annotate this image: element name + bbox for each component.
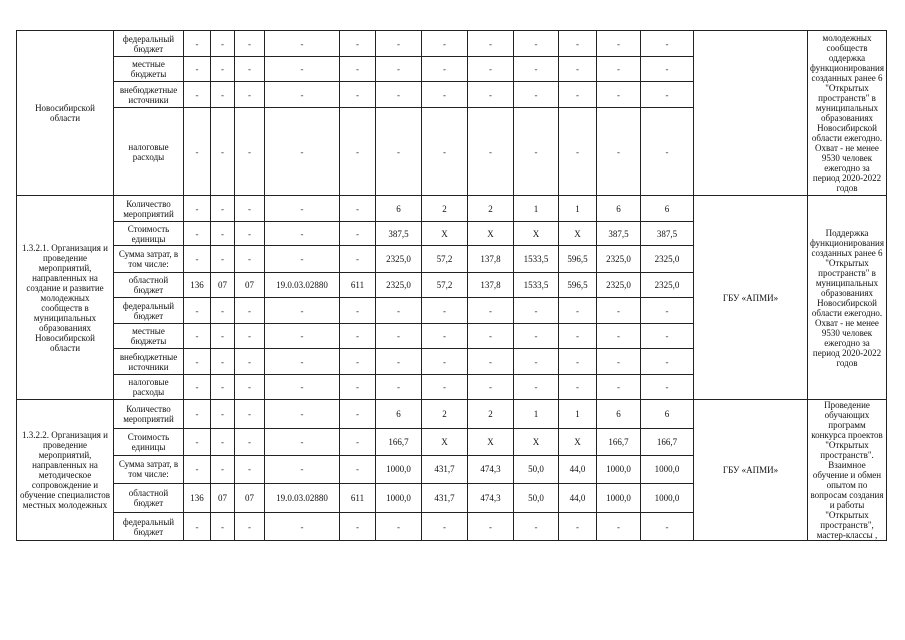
data-cell: - [211, 375, 235, 400]
data-cell: 50,0 [514, 484, 559, 513]
data-cell: - [559, 513, 597, 541]
row-label: Сумма затрат, в том числе: [114, 246, 184, 273]
data-cell: 431,7 [422, 484, 468, 513]
data-cell: - [422, 349, 468, 375]
executor-cell [694, 31, 808, 196]
data-cell: - [340, 222, 376, 246]
result-cell: Поддержка функционирования созданных ранее 6 "Открытых пространств" в муниципальных образованиях Новосибирской области ежегодно. Охват - не менее 9530 человек ежегодно за период 2020-2022 годов [808, 196, 887, 400]
data-cell: 137,8 [468, 246, 514, 273]
data-cell: - [376, 324, 422, 349]
row-label: Количество мероприятий [114, 196, 184, 222]
data-cell: - [184, 428, 211, 455]
data-cell: - [340, 375, 376, 400]
data-cell: - [265, 455, 340, 484]
row-label: внебюджетные источники [114, 349, 184, 375]
data-cell: 2 [468, 196, 514, 222]
budget-table [16, 30, 887, 541]
row-label: федеральный бюджет [114, 298, 184, 324]
data-cell: - [211, 513, 235, 541]
data-cell: X [468, 428, 514, 455]
data-cell: - [422, 513, 468, 541]
row-label: Количество мероприятий [114, 400, 184, 429]
data-cell: - [184, 196, 211, 222]
data-cell: - [265, 324, 340, 349]
data-cell: 2325,0 [376, 246, 422, 273]
data-cell: - [597, 513, 641, 541]
data-cell: 19.0.03.02880 [265, 484, 340, 513]
data-cell: 1 [514, 196, 559, 222]
data-cell: - [184, 222, 211, 246]
table-row [17, 31, 887, 57]
data-cell: 2325,0 [597, 246, 641, 273]
data-cell: 6 [376, 196, 422, 222]
data-cell: - [468, 82, 514, 108]
data-cell: 136 [184, 273, 211, 298]
activity-name: Новосибирской области [17, 31, 114, 196]
data-cell: - [641, 349, 694, 375]
data-cell: 596,5 [559, 246, 597, 273]
data-cell: - [265, 82, 340, 108]
data-cell: - [265, 57, 340, 82]
data-cell: - [265, 31, 340, 57]
data-cell: - [641, 324, 694, 349]
data-cell: - [235, 298, 265, 324]
data-cell: - [184, 31, 211, 57]
data-cell: - [211, 298, 235, 324]
data-cell: - [559, 375, 597, 400]
data-cell: - [597, 57, 641, 82]
row-label: местные бюджеты [114, 57, 184, 82]
row-label: федеральный бюджет [114, 31, 184, 57]
data-cell: - [597, 108, 641, 196]
data-cell: - [235, 108, 265, 196]
data-cell: - [422, 31, 468, 57]
data-cell: - [559, 349, 597, 375]
data-cell: 57,2 [422, 273, 468, 298]
data-cell: 44,0 [559, 484, 597, 513]
data-cell: 1533,5 [514, 273, 559, 298]
table-row [17, 196, 887, 222]
row-label: внебюджетные источники [114, 82, 184, 108]
data-cell: - [422, 108, 468, 196]
data-cell: 2 [422, 400, 468, 429]
data-cell: - [468, 375, 514, 400]
data-cell: - [376, 513, 422, 541]
data-cell: 1000,0 [641, 455, 694, 484]
data-cell: X [422, 222, 468, 246]
data-cell: 6 [597, 196, 641, 222]
data-cell: - [559, 324, 597, 349]
data-cell: - [597, 82, 641, 108]
data-cell: - [265, 400, 340, 429]
data-cell: - [211, 108, 235, 196]
data-cell: 07 [211, 273, 235, 298]
data-cell: - [597, 298, 641, 324]
data-cell: - [597, 324, 641, 349]
data-cell: 387,5 [641, 222, 694, 246]
data-cell: - [340, 57, 376, 82]
data-cell: - [468, 349, 514, 375]
data-cell: - [211, 428, 235, 455]
data-cell: - [641, 513, 694, 541]
executor-cell: ГБУ «АПМИ» [694, 196, 808, 400]
data-cell: - [641, 375, 694, 400]
data-cell: - [514, 82, 559, 108]
data-cell: - [340, 246, 376, 273]
data-cell: - [340, 513, 376, 541]
data-cell: - [340, 455, 376, 484]
data-cell: - [211, 222, 235, 246]
data-cell: 50,0 [514, 455, 559, 484]
data-cell: - [265, 513, 340, 541]
row-label: областной бюджет [114, 484, 184, 513]
data-cell: 387,5 [376, 222, 422, 246]
data-cell: - [376, 108, 422, 196]
result-cell: молодежных сообществ оддержка функционирования созданных ранее 6 "Открытых пространств" в муниципальных образованиях Новосибирской области ежегодно. Охват - не менее 9530 человек ежегодно за период 2020-2022 годов [808, 31, 887, 196]
data-cell: 1533,5 [514, 246, 559, 273]
data-cell: - [422, 324, 468, 349]
data-cell: - [641, 82, 694, 108]
data-cell: 1000,0 [641, 484, 694, 513]
data-cell: - [265, 222, 340, 246]
data-cell: 07 [235, 484, 265, 513]
data-cell: 57,2 [422, 246, 468, 273]
data-cell: - [641, 57, 694, 82]
data-cell: 474,3 [468, 484, 514, 513]
data-cell: - [559, 298, 597, 324]
data-cell: - [235, 31, 265, 57]
data-cell: - [184, 57, 211, 82]
data-cell: - [597, 375, 641, 400]
data-cell: 166,7 [641, 428, 694, 455]
data-cell: 596,5 [559, 273, 597, 298]
data-cell: 07 [235, 273, 265, 298]
data-cell: - [265, 298, 340, 324]
data-cell: 19.0.03.02880 [265, 273, 340, 298]
data-cell: - [514, 513, 559, 541]
data-cell: 611 [340, 273, 376, 298]
row-label: Сумма затрат, в том числе: [114, 455, 184, 484]
data-cell: - [514, 349, 559, 375]
data-cell: - [340, 400, 376, 429]
data-cell: - [340, 298, 376, 324]
table-body [17, 31, 887, 541]
data-cell: X [468, 222, 514, 246]
data-cell: - [211, 246, 235, 273]
data-cell: X [514, 222, 559, 246]
data-cell: - [340, 428, 376, 455]
data-cell: - [340, 108, 376, 196]
data-cell: - [235, 246, 265, 273]
data-cell: - [211, 31, 235, 57]
data-cell: X [559, 428, 597, 455]
data-cell: - [211, 57, 235, 82]
data-cell: - [559, 108, 597, 196]
data-cell: - [468, 298, 514, 324]
data-cell: 1000,0 [376, 484, 422, 513]
data-cell: - [235, 400, 265, 429]
data-cell: - [376, 375, 422, 400]
data-cell: - [184, 108, 211, 196]
data-cell: - [184, 324, 211, 349]
data-cell: 2325,0 [641, 273, 694, 298]
data-cell: - [376, 82, 422, 108]
data-cell: 2325,0 [641, 246, 694, 273]
data-cell: - [514, 324, 559, 349]
data-cell: 137,8 [468, 273, 514, 298]
result-cell: Проведение обучающих программ конкурса проектов "Открытых пространств". Взаимное обучение и обмен опытом по вопросам создания и работы "Открытых пространств", мастер-классы , [808, 400, 887, 541]
data-cell: X [559, 222, 597, 246]
executor-cell: ГБУ «АПМИ» [694, 400, 808, 541]
data-cell: - [184, 349, 211, 375]
data-cell: - [184, 455, 211, 484]
data-cell: - [422, 57, 468, 82]
data-cell: 1 [559, 196, 597, 222]
data-cell: - [340, 82, 376, 108]
data-cell: 2 [422, 196, 468, 222]
data-cell: - [641, 298, 694, 324]
data-cell: 611 [340, 484, 376, 513]
data-cell: - [559, 31, 597, 57]
table-row [17, 400, 887, 429]
data-cell: - [597, 349, 641, 375]
data-cell: - [559, 57, 597, 82]
data-cell: - [265, 108, 340, 196]
data-cell: - [235, 222, 265, 246]
data-cell: - [211, 400, 235, 429]
data-cell: - [376, 298, 422, 324]
data-cell: - [514, 108, 559, 196]
data-cell: - [468, 31, 514, 57]
data-cell: 387,5 [597, 222, 641, 246]
data-cell: - [514, 57, 559, 82]
data-cell: 166,7 [597, 428, 641, 455]
data-cell: - [235, 428, 265, 455]
data-cell: - [422, 375, 468, 400]
data-cell: 1000,0 [597, 484, 641, 513]
data-cell: 6 [376, 400, 422, 429]
data-cell: - [184, 246, 211, 273]
data-cell: - [265, 246, 340, 273]
data-cell: - [184, 375, 211, 400]
data-cell: 6 [597, 400, 641, 429]
data-cell: - [641, 108, 694, 196]
data-cell: 166,7 [376, 428, 422, 455]
data-cell: - [597, 31, 641, 57]
data-cell: - [235, 57, 265, 82]
data-cell: - [340, 349, 376, 375]
data-cell: - [211, 82, 235, 108]
data-cell: - [340, 324, 376, 349]
data-cell: - [235, 324, 265, 349]
data-cell: - [184, 400, 211, 429]
data-cell: - [184, 82, 211, 108]
data-cell: 1000,0 [597, 455, 641, 484]
row-label: Стоимость единицы [114, 428, 184, 455]
data-cell: - [265, 196, 340, 222]
data-cell: - [340, 196, 376, 222]
data-cell: - [235, 513, 265, 541]
data-cell: 1 [559, 400, 597, 429]
data-cell: X [422, 428, 468, 455]
data-cell: 2325,0 [376, 273, 422, 298]
activity-name: 1.3.2.2. Организация и проведение мероприятий, направленных на методическое сопровождение и обучение специалистов местных молодежных [17, 400, 114, 541]
data-cell: - [184, 513, 211, 541]
data-cell: 6 [641, 400, 694, 429]
data-cell: - [376, 31, 422, 57]
data-cell: - [235, 455, 265, 484]
data-cell: - [265, 349, 340, 375]
row-label: местные бюджеты [114, 324, 184, 349]
data-cell: - [184, 298, 211, 324]
data-cell: 2 [468, 400, 514, 429]
data-cell: 07 [211, 484, 235, 513]
data-cell: - [468, 57, 514, 82]
data-cell: 431,7 [422, 455, 468, 484]
activity-name: 1.3.2.1. Организация и проведение мероприятий, направленных на создание и развитие молодежных сообществ в муниципальных образованиях Новосибирской области [17, 196, 114, 400]
data-cell: - [211, 455, 235, 484]
data-cell: - [376, 57, 422, 82]
row-label: федеральный бюджет [114, 513, 184, 541]
data-cell: - [235, 375, 265, 400]
data-cell: 44,0 [559, 455, 597, 484]
row-label: налоговые расходы [114, 108, 184, 196]
data-cell: - [514, 375, 559, 400]
data-cell: - [211, 349, 235, 375]
data-cell: - [422, 298, 468, 324]
row-label: Стоимость единицы [114, 222, 184, 246]
data-cell: 6 [641, 196, 694, 222]
data-cell: - [265, 375, 340, 400]
data-cell: - [265, 428, 340, 455]
data-cell: - [468, 513, 514, 541]
data-cell: - [641, 31, 694, 57]
data-cell: - [340, 31, 376, 57]
data-cell: - [235, 349, 265, 375]
data-cell: - [235, 82, 265, 108]
data-cell: 1000,0 [376, 455, 422, 484]
data-cell: - [514, 31, 559, 57]
row-label: налоговые расходы [114, 375, 184, 400]
data-cell: - [468, 108, 514, 196]
data-cell: - [422, 82, 468, 108]
data-cell: X [514, 428, 559, 455]
data-cell: - [211, 324, 235, 349]
row-label: областной бюджет [114, 273, 184, 298]
data-cell: - [468, 324, 514, 349]
data-cell: 474,3 [468, 455, 514, 484]
data-cell: - [211, 196, 235, 222]
data-cell: - [235, 196, 265, 222]
data-cell: 1 [514, 400, 559, 429]
data-cell: - [514, 298, 559, 324]
data-cell: - [559, 82, 597, 108]
data-cell: - [376, 349, 422, 375]
data-cell: 2325,0 [597, 273, 641, 298]
data-cell: 136 [184, 484, 211, 513]
